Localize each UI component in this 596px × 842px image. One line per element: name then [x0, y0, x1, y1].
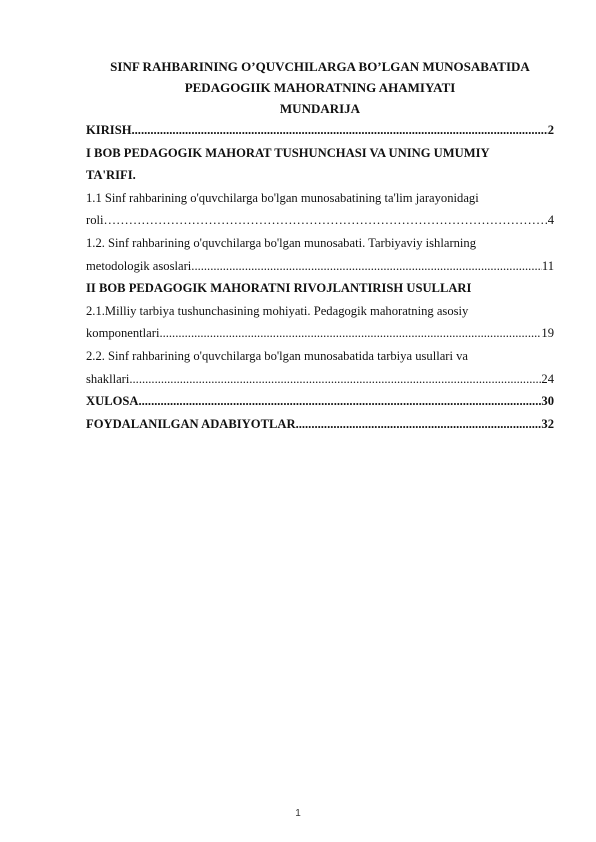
- toc-page-number: 32: [541, 416, 554, 431]
- page-number: 1: [295, 808, 301, 819]
- dot-leader: [191, 255, 542, 278]
- toc-entry-xulosa[interactable]: [86, 390, 554, 413]
- dot-leader: [129, 368, 541, 391]
- toc-chapter-2[interactable]: II BOB PEDAGOGIK MAHORATNI RIVOJLANTIRISH USULLARI: [86, 281, 472, 296]
- toc-section-2-2-line-1[interactable]: 2.2. Sinf rahbarining o'quvchilarga bo'lgan munosabatida tarbiya usullari va: [86, 348, 469, 363]
- toc-page-number: 4: [547, 213, 554, 228]
- toc-entry-adabiyotlar[interactable]: [86, 413, 554, 436]
- toc-entry-label: shakllari: [86, 371, 130, 386]
- dot-leader: [104, 209, 548, 232]
- toc-entry-label: komponentlari: [86, 326, 160, 341]
- toc-entry-label: FOYDALANILGAN ADABIYOTLAR: [86, 416, 296, 431]
- document-title-line-2: PEDAGOGIIK MAHORATNING AHAMIYATI: [184, 80, 456, 95]
- toc-section-1-1-line-2[interactable]: [86, 209, 554, 232]
- toc-section-2-2-line-2[interactable]: [86, 368, 554, 391]
- toc-chapter-1-line-2[interactable]: TA'RIFI.: [86, 168, 136, 183]
- toc-section-2-1-line-1[interactable]: 2.1.Milliy tarbiya tushunchasining mohiyati. Pedagogik mahoratning asosiy: [86, 303, 469, 318]
- toc-section-1-1-line-1[interactable]: 1.1 Sinf rahbarining o'quvchilarga bo'lgan munosabatining ta'lim jarayonidagi: [86, 190, 479, 205]
- toc-entry-label: XULOSA: [86, 394, 139, 409]
- toc-page-number: 19: [541, 326, 554, 341]
- toc-chapter-1-line-1[interactable]: I BOB PEDAGOGIK MAHORAT TUSHUNCHASI VA UNING UMUMIY: [86, 145, 490, 160]
- toc-section-2-1-line-2[interactable]: [86, 322, 554, 345]
- dot-leader: [132, 119, 548, 142]
- toc-section-1-2-line-1[interactable]: 1.2. Sinf rahbarining o'quvchilarga bo'lgan munosabati. Tarbiyaviy ishlarning: [86, 235, 477, 250]
- toc-entry-label: roli: [86, 213, 104, 228]
- dot-leader: [159, 322, 541, 345]
- toc-page-number: 11: [541, 258, 554, 273]
- toc-page-number: 2: [547, 123, 554, 137]
- dot-leader: [138, 390, 541, 413]
- toc-page-number: 30: [541, 394, 554, 409]
- toc-entry-kirish[interactable]: [86, 119, 554, 142]
- toc-page-number: 24: [541, 371, 554, 386]
- dot-leader: [296, 413, 542, 436]
- toc-section-1-2-line-2[interactable]: [86, 255, 554, 278]
- contents-heading: MUNDARIJA: [279, 101, 361, 116]
- document-page: [86, 56, 554, 435]
- document-title-line-1: SINF RAHBARINING O’QUVCHILARGA BO’LGAN MUNOSABATIDA: [110, 59, 530, 74]
- toc-entry-label: metodologik asoslari: [86, 258, 192, 273]
- table-of-contents: [86, 119, 554, 435]
- toc-entry-label: KIRISH: [86, 123, 132, 137]
